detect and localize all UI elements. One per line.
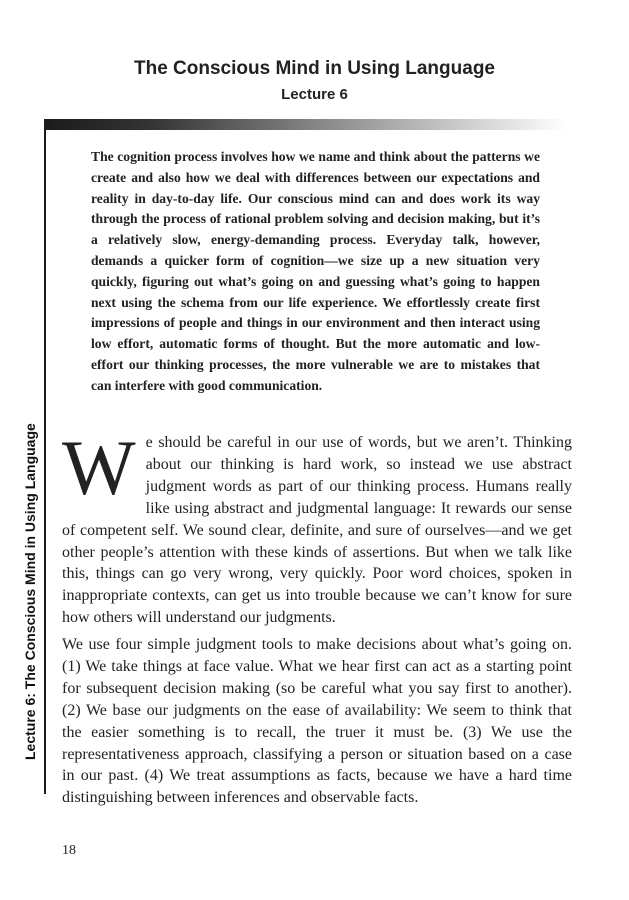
running-side-title: Lecture 6: The Conscious Mind in Using Language	[22, 423, 38, 760]
body-paragraph-1-text: e should be careful in our use of words, but we aren’t. Thinking about our thinking is hard work, so instead we use abstract judgment words as part of our thinking process. Humans really like using abstract and judgmental language: It rewards our sense of competent self. We sound clear, definite, and sure of ourselves—and we get other people’s attention with these kinds of assertions. But when we talk like this, things can go very wrong, very quickly. Poor word choices, spoken in inappropriate contexts, can get us into trouble because we can’t know for sure how others will understand our judgments.	[62, 434, 572, 627]
lecture-abstract: The cognition process involves how we name and think about the patterns we create and also how we deal with differences between our expectations and reality in day-to-day life. Our conscious mind can and does work its way through the process of rational problem solving and decision making, but it’s a relatively slow, energy-demanding process. Everyday talk, however, demands a quicker form of cognition—we size up a new situation very quickly, figuring out what’s going on and guessing what’s going to happen next using the schema from our life experience. We effortlessly create first impressions of people and things in our environment and then interact using low effort, automatic forms of thought. But the more automatic and low-effort our thinking processes, the more vulnerable we are to mistakes that can interfere with good communication.	[91, 149, 540, 393]
page-title: The Conscious Mind in Using Language	[133, 58, 495, 79]
header-gradient-rule	[44, 119, 568, 130]
lecture-number: Lecture 6	[281, 86, 348, 103]
body-paragraph-2: We use four simple judgment tools to make decisions about what’s going on. (1) We take things at face value. What we hear first can act as a starting point for subsequent decision making (so be careful what you say first to another). (2) We base our judgments on the ease of availability: We seem to think that the easier something is to recall, the truer it must be. (3) We use the representativeness approach, classifying a person or situation based on a case in our past. (4) We treat assumptions as facts, because we have a hard time distinguishing between inferences and observable facts.	[62, 636, 572, 807]
margin-vertical-rule	[44, 119, 46, 794]
body-paragraph-1	[62, 424, 572, 629]
page-number: 18	[62, 843, 76, 858]
drop-cap: W	[62, 424, 136, 511]
